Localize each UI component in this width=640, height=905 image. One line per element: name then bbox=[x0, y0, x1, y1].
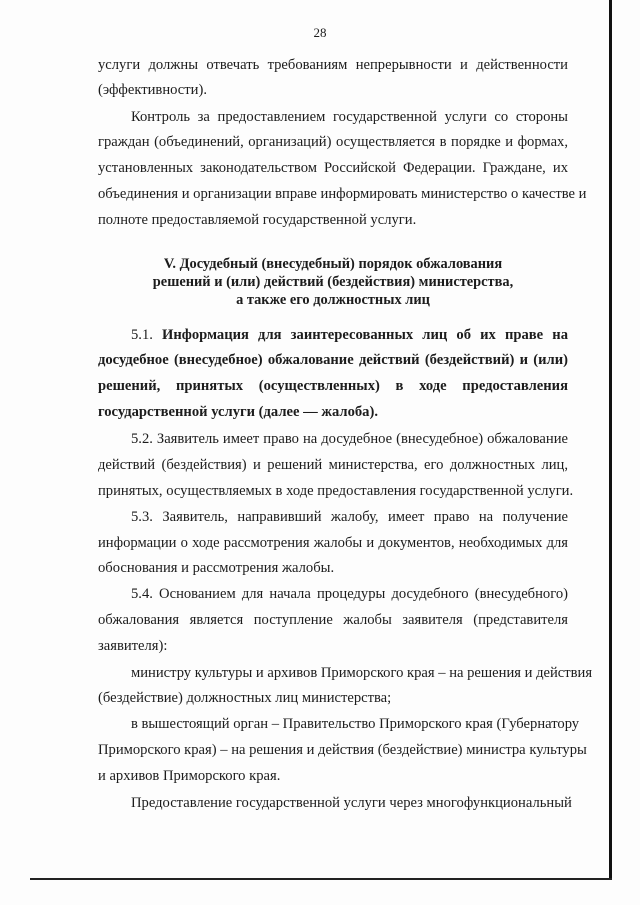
bold-text: досудебное (внесудебное) обжалование действий (бездействий) и (или) bbox=[98, 352, 568, 368]
text-line: информации о ходе рассмотрения жалобы и документов, необходимых для bbox=[98, 535, 568, 551]
text-line: (бездействие) должностных лиц министерства; bbox=[98, 690, 392, 706]
text-line bbox=[98, 352, 568, 368]
text-line: (эффективности). bbox=[98, 82, 207, 98]
text-line: 5.2. Заявитель имеет право на досудебное (внесудебное) обжалование bbox=[131, 431, 568, 447]
text-line: полноте предоставляемой государственной услуги. bbox=[98, 212, 417, 228]
bold-text: государственной услуги (далее — жалоба). bbox=[98, 404, 378, 420]
text-line: 5.3. Заявитель, направивший жалобу, имеет право на получение bbox=[131, 509, 568, 525]
text-line bbox=[131, 327, 568, 343]
text-line: принятых, осуществляемых в ходе предоставления государственной услуги. bbox=[98, 483, 574, 499]
text-line: действий (бездействия) и решений министерства, его должностных лиц, bbox=[98, 457, 568, 473]
section-heading-line: а также его должностных лиц bbox=[236, 292, 430, 308]
bold-text: Информация для заинтересованных лиц об их праве на bbox=[162, 327, 568, 343]
scan-edge-bottom bbox=[30, 878, 612, 880]
text-line: услуги должны отвечать требованиям непрерывности и действенности bbox=[98, 57, 568, 73]
text-line bbox=[98, 378, 568, 394]
text-line: Приморского края) – на решения и действия (бездействие) министра культуры bbox=[98, 742, 587, 758]
page-number: 28 bbox=[313, 25, 327, 40]
text-line: объединения и организации вправе информировать министерство о качестве и bbox=[98, 186, 587, 202]
text-line: обоснования и рассмотрения жалобы. bbox=[98, 560, 335, 576]
text-line: заявителя): bbox=[98, 638, 168, 654]
text-line: и архивов Приморского края. bbox=[98, 768, 281, 784]
section-heading-line: решений и (или) действий (бездействия) министерства, bbox=[152, 274, 514, 290]
scan-edge-right bbox=[609, 0, 612, 880]
section-heading-line: V. Досудебный (внесудебный) порядок обжалования bbox=[163, 256, 503, 272]
clause-number: 5.1. bbox=[131, 327, 163, 343]
text-line: 5.4. Основанием для начала процедуры досудебного (внесудебного) bbox=[131, 586, 568, 602]
text-line: обжалования является поступление жалобы заявителя (представителя bbox=[98, 612, 568, 628]
bold-text: решений, принятых (осуществленных) в ходе предоставления bbox=[98, 378, 568, 394]
text-line: в вышестоящий орган – Правительство Приморского края (Губернатору bbox=[131, 716, 580, 732]
text-line: граждан (объединений, организаций) осуществляется в порядке и формах, bbox=[98, 134, 568, 150]
text-line: Предоставление государственной услуги через многофункциональный bbox=[131, 795, 572, 811]
text-line: Контроль за предоставлением государственной услуги со стороны bbox=[131, 109, 568, 125]
text-line: министру культуры и архивов Приморского края – на решения и действия bbox=[131, 665, 593, 681]
text-line: установленных законодательством Российской Федерации. Граждане, их bbox=[98, 160, 568, 176]
text-line bbox=[98, 404, 568, 420]
